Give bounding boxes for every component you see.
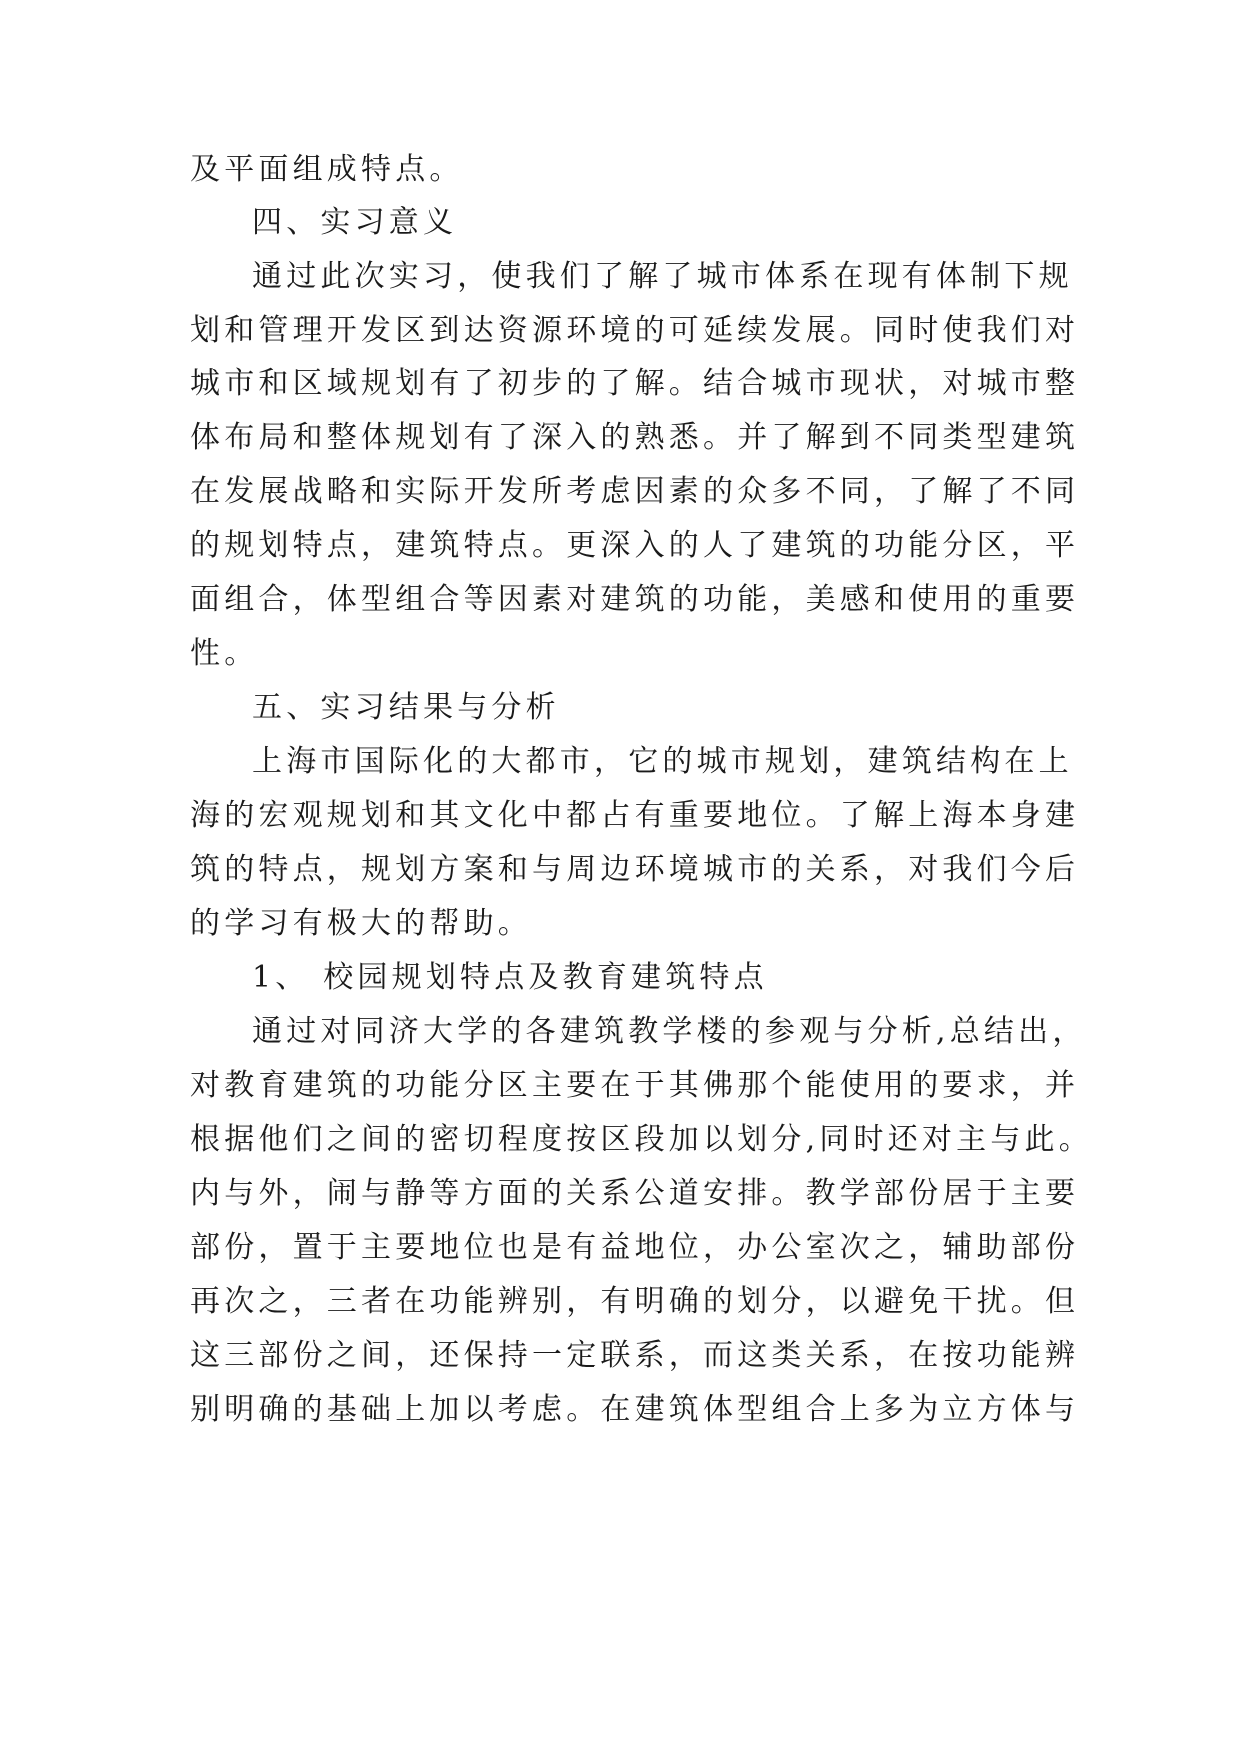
- text-line: 部份，置于主要地位也是有益地位，办公室次之，辅助部份: [190, 1230, 1080, 1265]
- text-line: 这三部份之间，还保持一定联系，而这类关系，在按功能辨: [190, 1338, 1080, 1373]
- text-line: 海的宏观规划和其文化中都占有重要地位。了解上海本身建: [190, 798, 1080, 833]
- text-line: 通过此次实习，使我们了解了城市体系在现有体制下规: [252, 259, 1073, 294]
- text-line: 体布局和整体规划有了深入的熟悉。并了解到不同类型建筑: [190, 420, 1080, 455]
- text-line: 根据他们之间的密切程度按区段加以划分,同时还对主与此。: [190, 1122, 1093, 1157]
- text-line: 对教育建筑的功能分区主要在于其佛那个能使用的要求，并: [190, 1068, 1080, 1103]
- text-line: 性。: [190, 636, 259, 671]
- text-line: 城市和区域规划有了初步的了解。结合城市现状，对城市整: [190, 366, 1080, 401]
- text-line: 及平面组成特点。: [190, 152, 464, 187]
- text-line: 上海市国际化的大都市，它的城市规划，建筑结构在上: [252, 744, 1073, 779]
- text-line: 内与外，闹与静等方面的关系公道安排。教学部份居于主要: [190, 1176, 1080, 1211]
- text-line: 通过对同济大学的各建筑教学楼的参观与分析,总结出，: [252, 1014, 1087, 1049]
- text-line: 划和管理开发区到达资源环境的可延续发展。同时使我们对: [190, 313, 1080, 348]
- text-line: 的规划特点，建筑特点。更深入的人了建筑的功能分区，平: [190, 528, 1080, 563]
- subsection-heading: 1、 校园规划特点及教育建筑特点: [252, 960, 768, 995]
- section-heading: 四、实习意义: [252, 205, 458, 240]
- text-line: 别明确的基础上加以考虑。在建筑体型组合上多为立方体与: [190, 1392, 1080, 1427]
- text-line: 在发展战略和实际开发所考虑因素的众多不同，了解了不同: [190, 474, 1080, 509]
- section-heading: 五、实习结果与分析: [252, 690, 560, 725]
- text-line: 再次之，三者在功能辨别，有明确的划分，以避免干扰。但: [190, 1284, 1080, 1319]
- text-line: 面组合，体型组合等因素对建筑的功能，美感和使用的重要: [190, 582, 1080, 617]
- text-line: 的学习有极大的帮助。: [190, 906, 532, 941]
- text-line: 筑的特点，规划方案和与周边环境城市的关系，对我们今后: [190, 852, 1080, 887]
